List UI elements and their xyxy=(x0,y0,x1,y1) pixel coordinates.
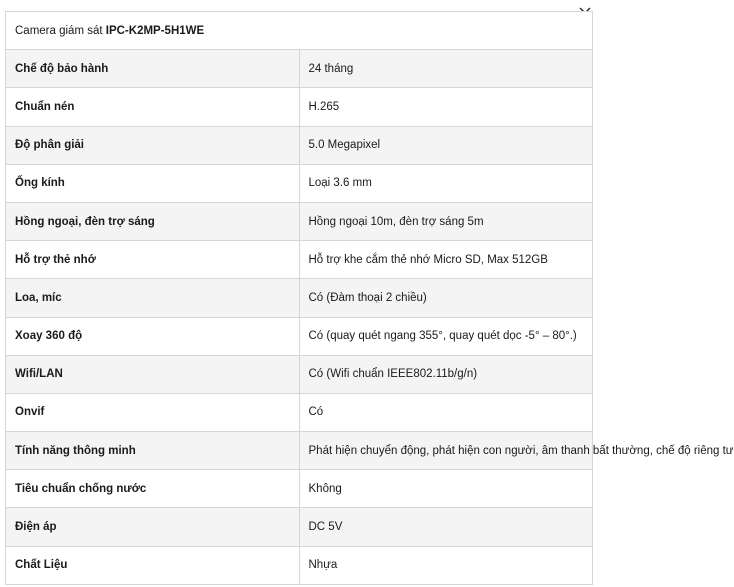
spec-label: Chế độ bảo hành xyxy=(6,50,300,88)
spec-label: Onvif xyxy=(6,393,300,431)
spec-value: Có (Wifi chuẩn IEEE802.11b/g/n) xyxy=(299,355,593,393)
table-row xyxy=(6,470,593,508)
spec-value: Không xyxy=(299,470,593,508)
table-row xyxy=(6,279,593,317)
spec-label: Loa, míc xyxy=(6,279,300,317)
table-row xyxy=(6,432,593,470)
table-row xyxy=(6,88,593,126)
title-model: IPC-K2MP-5H1WE xyxy=(105,24,205,37)
spec-label: Tính năng thông minh xyxy=(6,432,300,470)
spec-label: Hỗ trợ thẻ nhớ xyxy=(6,241,300,279)
spec-value: DC 5V xyxy=(299,508,593,546)
table-row xyxy=(6,126,593,164)
spec-value: Nhựa xyxy=(299,546,593,584)
table-title xyxy=(6,12,593,50)
spec-label: Wifi/LAN xyxy=(6,355,300,393)
table-row xyxy=(6,355,593,393)
spec-value: 24 tháng xyxy=(299,50,593,88)
spec-value: 5.0 Megapixel xyxy=(299,126,593,164)
spec-label: Chuẩn nén xyxy=(6,88,300,126)
spec-value: H.265 xyxy=(299,88,593,126)
spec-label: Ống kính xyxy=(6,164,300,202)
title-prefix: Camera giám sát xyxy=(15,24,103,37)
table-row xyxy=(6,202,593,240)
spec-label: Hồng ngoại, đèn trợ sáng xyxy=(6,202,300,240)
spec-table xyxy=(5,11,734,585)
table-row xyxy=(6,393,593,431)
table-row xyxy=(6,317,593,355)
spec-body xyxy=(6,50,734,585)
table-row xyxy=(6,50,593,88)
spec-label: Tiêu chuẩn chống nước xyxy=(6,470,300,508)
spec-value: Có xyxy=(299,393,593,431)
spec-label: Xoay 360 độ xyxy=(6,317,300,355)
table-row xyxy=(6,546,593,584)
spec-label: Chất Liệu xyxy=(6,546,300,584)
table-row xyxy=(6,241,593,279)
spec-value: Có (quay quét ngang 355°, quay quét dọc -5° – 80°.) xyxy=(299,317,593,355)
spec-value: Có (Đàm thoại 2 chiều) xyxy=(299,279,593,317)
table-row xyxy=(6,164,593,202)
table-row xyxy=(6,508,593,546)
spec-value: Phát hiện chuyển động, phát hiện con người, âm thanh bất thường, chế độ riêng tư xyxy=(299,432,593,470)
spec-label: Điện áp xyxy=(6,508,300,546)
spec-value: Hỗ trợ khe cắm thẻ nhớ Micro SD, Max 512GB xyxy=(299,241,593,279)
table-title-row xyxy=(6,12,593,50)
spec-value: Loại 3.6 mm xyxy=(299,164,593,202)
spec-label: Độ phân giải xyxy=(6,126,300,164)
spec-value: Hồng ngoại 10m, đèn trợ sáng 5m xyxy=(299,202,593,240)
